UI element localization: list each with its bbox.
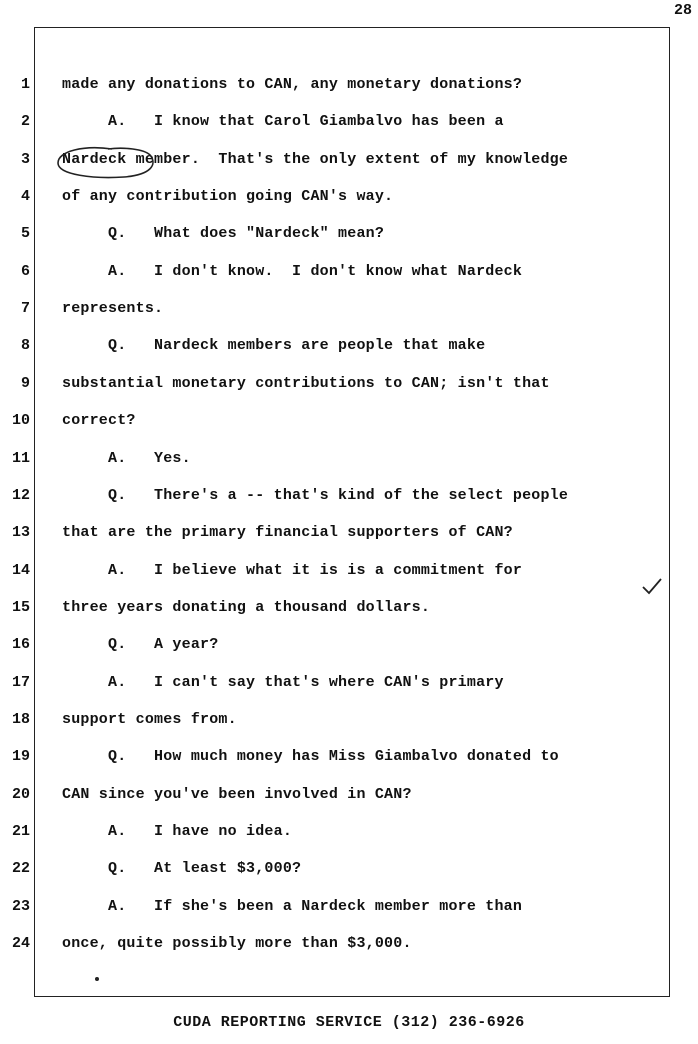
transcript-line (0, 674, 698, 694)
stray-dot-mark (95, 977, 99, 981)
line-text: CAN since you've been involved in CAN? (62, 785, 412, 803)
reporting-service-footer: CUDA REPORTING SERVICE (312) 236-6926 (173, 1014, 525, 1031)
line-number: 23 (11, 897, 30, 915)
page-number: 28 (673, 2, 692, 19)
line-text: A. I can't say that's where CAN's primary (62, 673, 504, 691)
line-text: made any donations to CAN, any monetary donations? (62, 76, 523, 93)
line-text: Nardeck member. That's the only extent of my knowledge (62, 150, 569, 168)
line-text: A. I don't know. I don't know what Nardeck (62, 262, 523, 280)
transcript-line (0, 263, 698, 283)
transcript-line (0, 599, 698, 619)
transcript-line (0, 786, 698, 806)
transcript-line (0, 225, 698, 245)
line-text: once, quite possibly more than $3,000. (62, 935, 412, 953)
line-text: A. Yes. (62, 449, 191, 467)
line-text: three years donating a thousand dollars. (62, 598, 431, 616)
transcript-line (0, 711, 698, 731)
line-number: 10 (11, 412, 30, 430)
line-text: A. I know that Carol Giambalvo has been a (62, 113, 504, 131)
line-number: 6 (20, 262, 30, 280)
transcript-line (0, 151, 698, 171)
transcript-line (0, 76, 698, 96)
line-number: 16 (11, 636, 30, 654)
line-text: A. I have no idea. (62, 823, 293, 840)
transcript-line (0, 375, 698, 395)
line-text: substantial monetary contributions to CAN; isn't that (62, 374, 550, 392)
line-text: A. If she's been a Nardeck member more than (62, 897, 523, 915)
line-text: that are the primary financial supporters of CAN? (62, 524, 513, 542)
line-text: correct? (62, 412, 136, 430)
transcript-frame (34, 27, 670, 997)
line-number: 19 (11, 748, 30, 766)
transcript-line (0, 898, 698, 918)
line-number: 15 (11, 598, 30, 616)
line-text: Q. At least $3,000? (62, 860, 302, 878)
line-text: Q. A year? (62, 636, 219, 654)
line-text: Q. There's a -- that's kind of the select people (62, 486, 569, 504)
line-number: 11 (11, 449, 30, 467)
line-number: 22 (11, 860, 30, 878)
line-text: support comes from. (62, 710, 237, 728)
line-number: 9 (20, 374, 30, 392)
transcript-line (0, 524, 698, 544)
transcript-line (0, 562, 698, 582)
line-text: represents. (62, 300, 164, 318)
transcript-line (0, 935, 698, 955)
transcript-line (0, 823, 698, 843)
transcript-line (0, 860, 698, 880)
line-number: 4 (20, 188, 30, 206)
line-number: 12 (11, 486, 30, 504)
line-text: A. I believe what it is is a commitment for (62, 561, 523, 579)
line-number: 14 (11, 561, 30, 579)
transcript-line (0, 636, 698, 656)
line-number: 1 (20, 76, 30, 93)
transcript-line (0, 450, 698, 470)
transcript-line (0, 748, 698, 768)
line-number: 8 (20, 337, 30, 355)
line-number: 18 (11, 710, 30, 728)
line-number: 17 (11, 673, 30, 691)
transcript-line (0, 188, 698, 208)
line-number: 7 (20, 300, 30, 318)
line-number: 13 (11, 524, 30, 542)
line-number: 20 (11, 785, 30, 803)
transcript-line (0, 487, 698, 507)
line-text: Q. How much money has Miss Giambalvo donated to (62, 748, 559, 766)
transcript-line (0, 300, 698, 320)
transcript-line (0, 337, 698, 357)
transcript-line (0, 113, 698, 133)
line-number: 2 (20, 113, 30, 131)
transcript-line (0, 412, 698, 432)
line-text: Q. What does "Nardeck" mean? (62, 225, 385, 243)
line-number: 3 (20, 150, 30, 168)
line-number: 5 (20, 225, 30, 243)
line-text: Q. Nardeck members are people that make (62, 337, 486, 355)
line-number: 21 (11, 823, 30, 840)
line-number: 24 (11, 935, 30, 953)
line-text: of any contribution going CAN's way. (62, 188, 394, 206)
